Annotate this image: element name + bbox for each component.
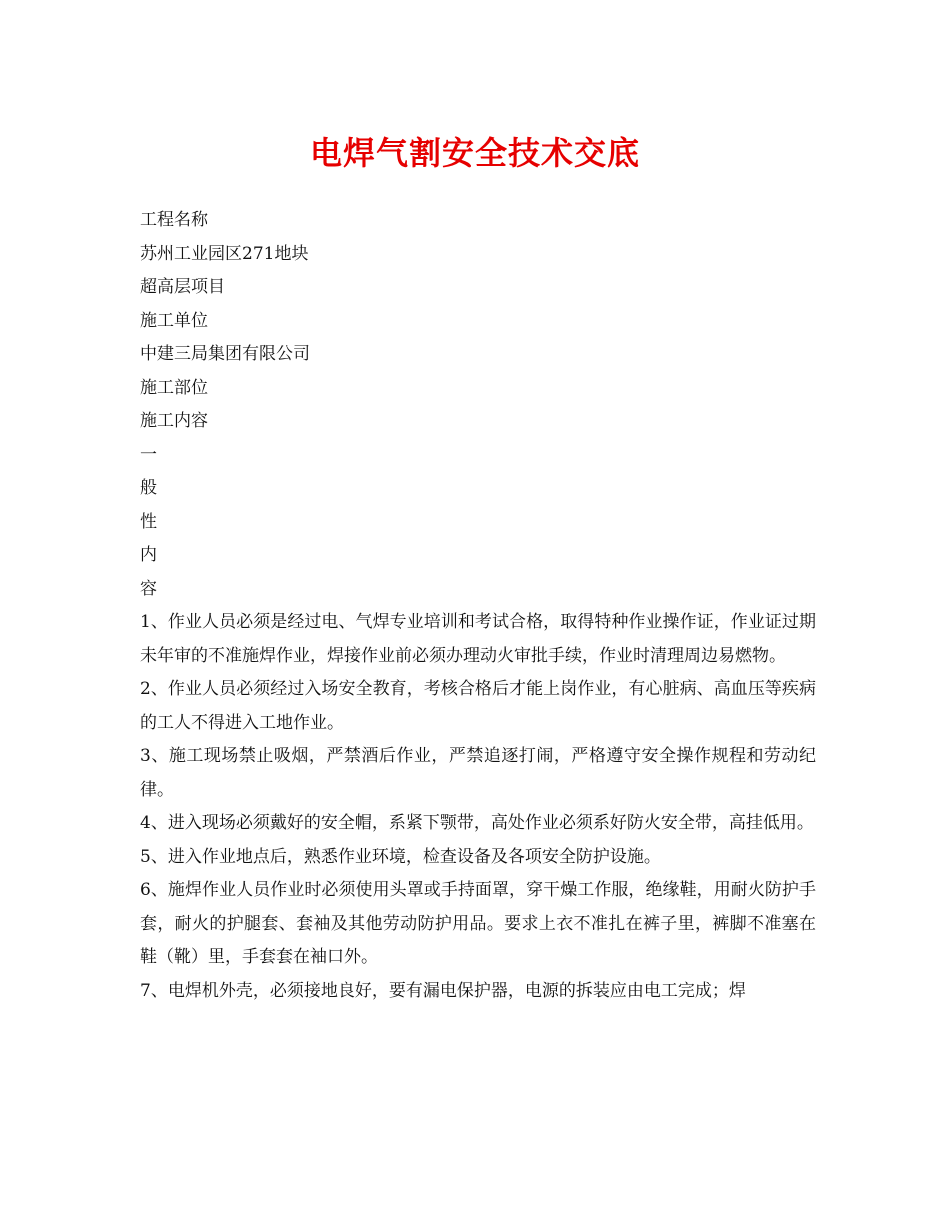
header-line-project-name-label: 工程名称 [140, 210, 208, 230]
vertical-heading-char: 容 [140, 578, 157, 599]
header-line-project-name-2: 超高层项目 [140, 277, 225, 297]
document-body [140, 204, 816, 1008]
header-line-content-label: 施工内容 [140, 411, 208, 431]
vertical-heading-char: 般 [140, 478, 157, 498]
vertical-heading-char: 性 [140, 511, 157, 532]
vertical-heading-char: 内 [140, 545, 157, 565]
safety-rule-7: 7、电焊机外壳，必须接地良好，要有漏电保护器，电源的拆装应由电工完成；焊 [140, 980, 746, 1001]
safety-rule-4: 4、进入现场必须戴好的安全帽，系紧下颚带，高处作业必须系好防火安全带，高挂低用。 [140, 813, 814, 833]
safety-rule-5: 5、进入作业地点后，熟悉作业环境，检查设备及各项安全防护设施。 [140, 846, 661, 867]
document-title: 电焊气割安全技术交底 [309, 134, 640, 172]
header-line-contractor-label: 施工单位 [140, 310, 208, 331]
safety-rule-2: 2、作业人员必须经过入场安全教育，考核合格后才能上岗作业，有心脏病、高血压等疾病的工人不得进入工地作业。 [140, 679, 816, 733]
header-line-location-label: 施工部位 [140, 377, 208, 398]
vertical-heading-char: 一 [140, 444, 157, 465]
header-line-contractor: 中建三局集团有限公司 [140, 344, 310, 364]
safety-rule-3: 3、施工现场禁止吸烟，严禁酒后作业，严禁追逐打闹，严格遵守安全操作规程和劳动纪律。 [140, 746, 816, 800]
safety-rule-1: 1、作业人员必须是经过电、气焊专业培训和考试合格，取得特种作业操作证，作业证过期未年审的不准施焊作业，焊接作业前必须办理动火审批手续，作业时清理周边易燃物。 [140, 612, 816, 666]
header-line-project-name-1: 苏州工业园区271地块 [140, 243, 309, 264]
safety-rule-6: 6、施焊作业人员作业时必须使用头罩或手持面罩，穿干燥工作服，绝缘鞋，用耐火防护手套，耐火的护腿套、套袖及其他劳动防护用品。要求上衣不准扎在裤子里，裤脚不准塞在鞋（靴）里，手套套在袖口外。 [140, 880, 816, 967]
